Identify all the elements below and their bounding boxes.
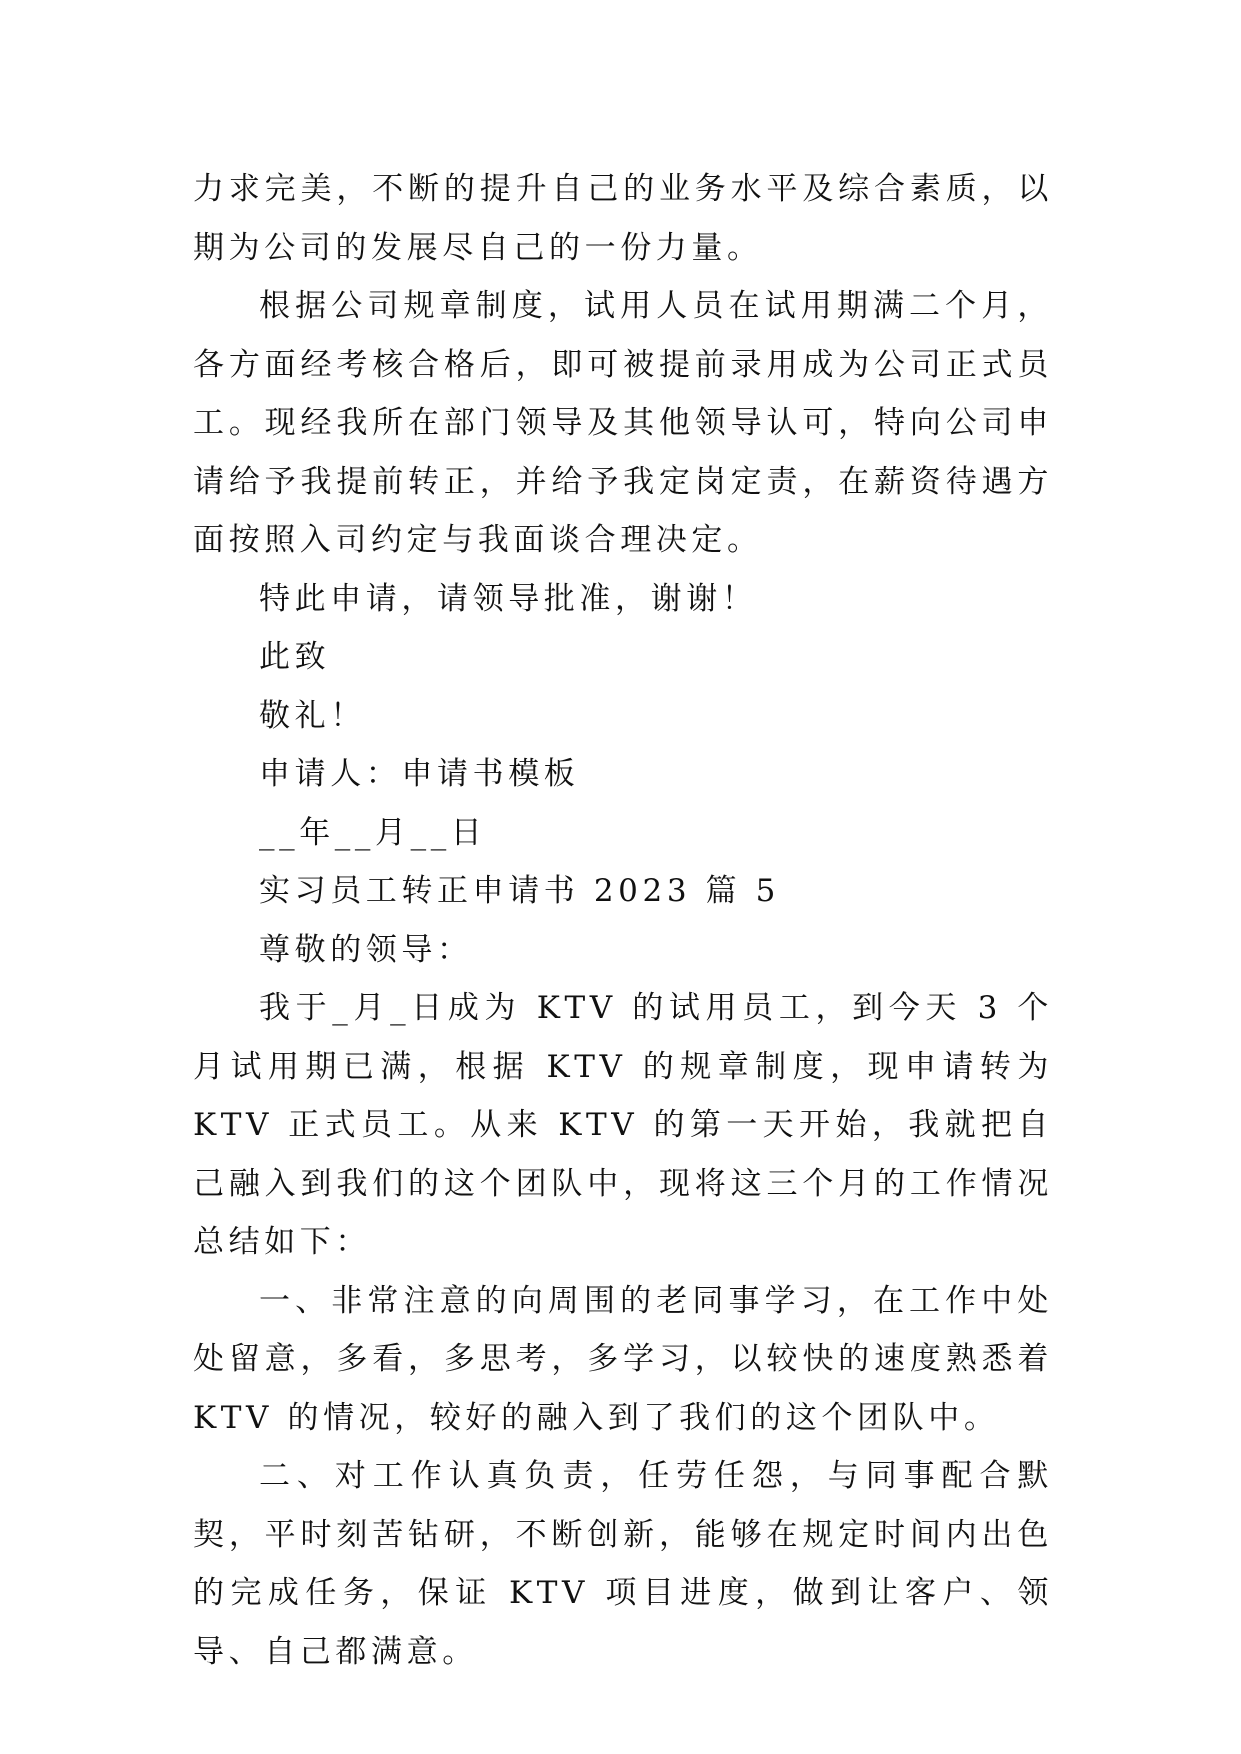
paragraph-point-two: 二、对工作认真负责，任劳任怨，与同事配合默契，平时刻苦钻研，不断创新，能够在规定时间内出色的完成任务，保证 KTV 项目进度，做到让客户、领导、自己都满意。 <box>193 1458 1053 1670</box>
paragraph-ktv-intro: 我于_月_日成为 KTV 的试用员工，到今天 3 个月试用期已满，根据 KTV 的规章制度，现申请转为 KTV 正式员工。从来 KTV 的第一天开始，我就把自己融入到我们的这个团队中，现将这三个月的工作情况总结如下： <box>193 990 1053 1260</box>
applicant-line: 申请人：申请书模板 <box>259 756 580 792</box>
paragraph-point-one: 一、非常注意的向周围的老同事学习，在工作中处处留意，多看，多思考，多学习，以较快的速度熟悉着 KTV 的情况，较好的融入到了我们的这个团队中。 <box>193 1282 1053 1436</box>
date-line: __年__月__日 <box>259 814 487 851</box>
paragraph-probation-rules: 根据公司规章制度，试用人员在试用期满二个月，各方面经考核合格后，即可被提前录用成为公司正式员工。现经我所在部门领导及其他领导认可，特向公司申请给予我提前转正，并给予我定岗定责，在薪资待遇方面按照入司约定与我面谈合理决定。 <box>193 288 1053 558</box>
closing-request-line: 特此申请，请领导批准，谢谢！ <box>259 580 758 617</box>
salutation-jingli: 敬礼！ <box>259 697 366 734</box>
document-body <box>193 160 1053 1681</box>
greeting-line: 尊敬的领导： <box>259 931 473 968</box>
salutation-cizhi: 此致 <box>259 639 331 675</box>
section-heading: 实习员工转正申请书 2023 篇 5 <box>259 873 780 909</box>
paragraph-continuation: 力求完美，不断的提升自己的业务水平及综合素质，以期为公司的发展尽自己的一份力量。 <box>193 171 1053 266</box>
